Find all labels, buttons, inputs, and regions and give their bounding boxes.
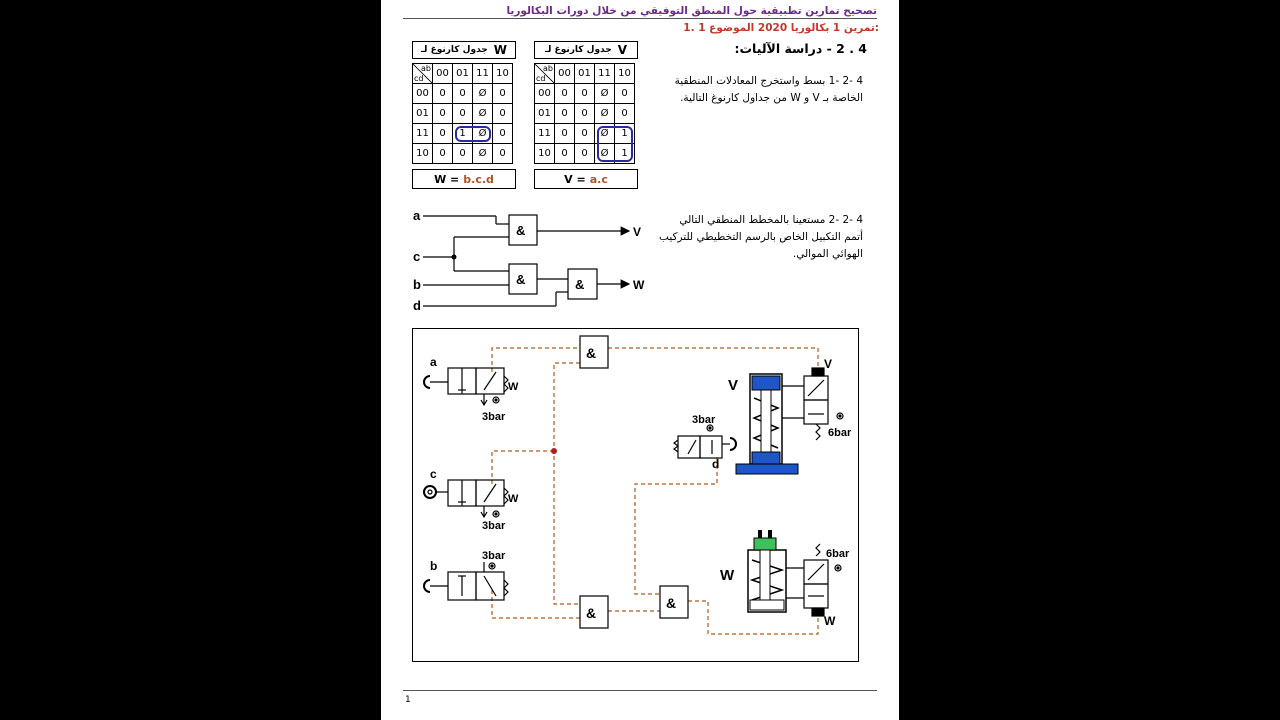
kmap-row-header: 00 [535, 84, 555, 104]
kmap-cell: 0 [453, 84, 473, 104]
kmap-cell: 0 [433, 84, 453, 104]
pneu-and-gate-left: & [586, 605, 597, 621]
kmap-cell: 0 [615, 104, 635, 124]
distributor-w-label: W [824, 614, 836, 628]
kmap-cell: Ø [473, 84, 493, 104]
kmap-row-header: 10 [535, 144, 555, 164]
logic-input-a: a [413, 208, 421, 223]
kmap-row-header: 11 [535, 124, 555, 144]
kmap-cell: 0 [575, 104, 595, 124]
valve-a-spring-label: W [508, 381, 519, 393]
kmap-v-caption [534, 41, 638, 59]
kmap-col-header: 11 [595, 64, 615, 84]
kmap-corner-bottom: cd [414, 74, 424, 83]
kmap-corner-top: ab [543, 64, 553, 73]
distributor-v-pressure: 6bar [828, 427, 852, 439]
kmap-cell: Ø [595, 84, 615, 104]
kmap-v-caption-var: V [617, 43, 628, 57]
logic-diagram [411, 200, 661, 318]
page-number: 1 [405, 695, 411, 705]
kmap-cell: 0 [575, 144, 595, 164]
kmap-cell: Ø [595, 124, 615, 144]
kmap-cell: 0 [493, 144, 513, 164]
kmap-v-result-expr: a.c [589, 172, 608, 186]
kmap-corner-bottom: cd [536, 74, 546, 83]
question-4-2-2-line1: 4 -2 -2 مستعينا بالمخطط المنطقي التالي [679, 214, 863, 226]
kmap-col-header: 00 [433, 64, 453, 84]
document-header-title: تصحيح تمارين تطبيقية حول المنطق التوفيقي من خلال دورات البكالوريا [506, 5, 877, 17]
kmap-cell: 0 [433, 124, 453, 144]
kmap-w-result [412, 169, 516, 189]
question-4-2-1 [653, 73, 863, 107]
footer-divider [403, 690, 877, 691]
distributor-v-label: V [824, 357, 833, 371]
pneumatic-diagram [412, 328, 860, 662]
pneu-label-c: c [430, 467, 437, 481]
kmap-row-header: 01 [535, 104, 555, 124]
kmap-cell: 0 [433, 144, 453, 164]
kmap-v-caption-text: جدول كارنوغ لـ [544, 45, 612, 55]
header-divider [403, 18, 877, 19]
kmap-w-corner [413, 64, 433, 84]
kmap-cell: 0 [555, 84, 575, 104]
logic-input-c: c [413, 249, 421, 264]
logic-output-v: V [633, 225, 642, 239]
valve-b-pressure: 3bar [482, 550, 506, 562]
kmap-cell: Ø [473, 104, 493, 124]
logic-output-w: W [633, 278, 645, 292]
kmap-w-caption-var: W [493, 43, 508, 57]
pneu-and-gate-right: & [666, 595, 677, 611]
kmap-w-table [412, 63, 513, 164]
valve-a [424, 368, 508, 405]
logic-input-d: d [413, 298, 421, 313]
valve-c [424, 480, 508, 517]
kmap-cell: Ø [473, 144, 493, 164]
kmap-cell: 0 [493, 124, 513, 144]
kmap-cell: 0 [493, 84, 513, 104]
valve-d-pressure: 3bar [692, 414, 716, 426]
valve-c-pressure: 3bar [482, 520, 506, 532]
kmap-cell: 0 [453, 144, 473, 164]
kmap-cell: 0 [575, 124, 595, 144]
logic-gate-and-2: & [516, 272, 526, 287]
cylinder-w [748, 530, 786, 612]
distributor-w-pressure: 6bar [826, 548, 850, 560]
kmap-col-header: 01 [453, 64, 473, 84]
logic-gate-and-1: & [516, 223, 526, 238]
kmap-cell: 0 [555, 104, 575, 124]
kmap-cell: 0 [453, 104, 473, 124]
kmap-cell: Ø [595, 144, 615, 164]
kmap-cell: 0 [555, 124, 575, 144]
kmap-row-header: 00 [413, 84, 433, 104]
question-4-2-1-line1: 4 -2 -1 بسط واستخرج المعادلات المنطقية [674, 75, 863, 87]
valve-c-spring-label: W [508, 493, 519, 505]
cylinder-v [736, 374, 798, 474]
document-page [381, 0, 899, 720]
logic-gate-and-3: & [575, 277, 585, 292]
pneu-label-a: a [430, 355, 437, 369]
kmap-w-result-expr: b.c.d [463, 172, 494, 186]
kmap-w-caption [412, 41, 516, 59]
logic-input-b: b [413, 277, 421, 292]
kmap-cell: Ø [473, 124, 493, 144]
kmap-col-header: 10 [493, 64, 513, 84]
kmap-col-header: 10 [615, 64, 635, 84]
pneu-label-b: b [430, 559, 438, 573]
kmap-v-result [534, 169, 638, 189]
kmap-cell: 1 [453, 124, 473, 144]
kmap-v-result-lhs: V = [564, 172, 586, 186]
question-4-2-1-line2: الخاصة بـ V و W من جداول كارنوغ التالية. [680, 92, 863, 104]
section-title: 4 . 2 - دراسة الآليات: [734, 41, 867, 56]
question-4-2-2-line3: الهوائي الموالي. [792, 248, 863, 260]
kmap-cell: 0 [615, 84, 635, 104]
kmap-corner-top: ab [421, 64, 431, 73]
kmap-col-header: 11 [473, 64, 493, 84]
kmap-cell: 0 [555, 144, 575, 164]
kmap-col-header: 01 [575, 64, 595, 84]
cylinder-w-label: W [720, 567, 735, 584]
question-4-2-2 [643, 212, 863, 263]
kmap-cell: 1 [615, 124, 635, 144]
kmap-cell: 0 [433, 104, 453, 124]
exercise-title: 1. تمرين 1 بكالوريا 2020 الموضوع 1: [683, 22, 879, 34]
kmap-col-header: 00 [555, 64, 575, 84]
valve-a-pressure: 3bar [482, 411, 506, 423]
pneu-and-gate-top: & [586, 345, 597, 361]
kmap-row-header: 10 [413, 144, 433, 164]
cylinder-v-label: V [728, 377, 739, 394]
kmap-w-result-lhs: W = [434, 172, 460, 186]
kmap-cell: 0 [493, 104, 513, 124]
kmap-v-corner [535, 64, 555, 84]
pneu-label-d: d [712, 457, 720, 471]
kmap-v-table [534, 63, 635, 164]
kmap-row-header: 11 [413, 124, 433, 144]
kmap-cell: 0 [575, 84, 595, 104]
kmap-row-header: 01 [413, 104, 433, 124]
kmap-cell: 1 [615, 144, 635, 164]
kmap-cell: Ø [595, 104, 615, 124]
question-4-2-2-line2: أتمم التكبيل الخاص بالرسم التخطيطي للتركيب [659, 231, 863, 243]
valve-d [674, 425, 736, 458]
kmap-w-caption-text: جدول كارنوغ لـ [420, 45, 488, 55]
